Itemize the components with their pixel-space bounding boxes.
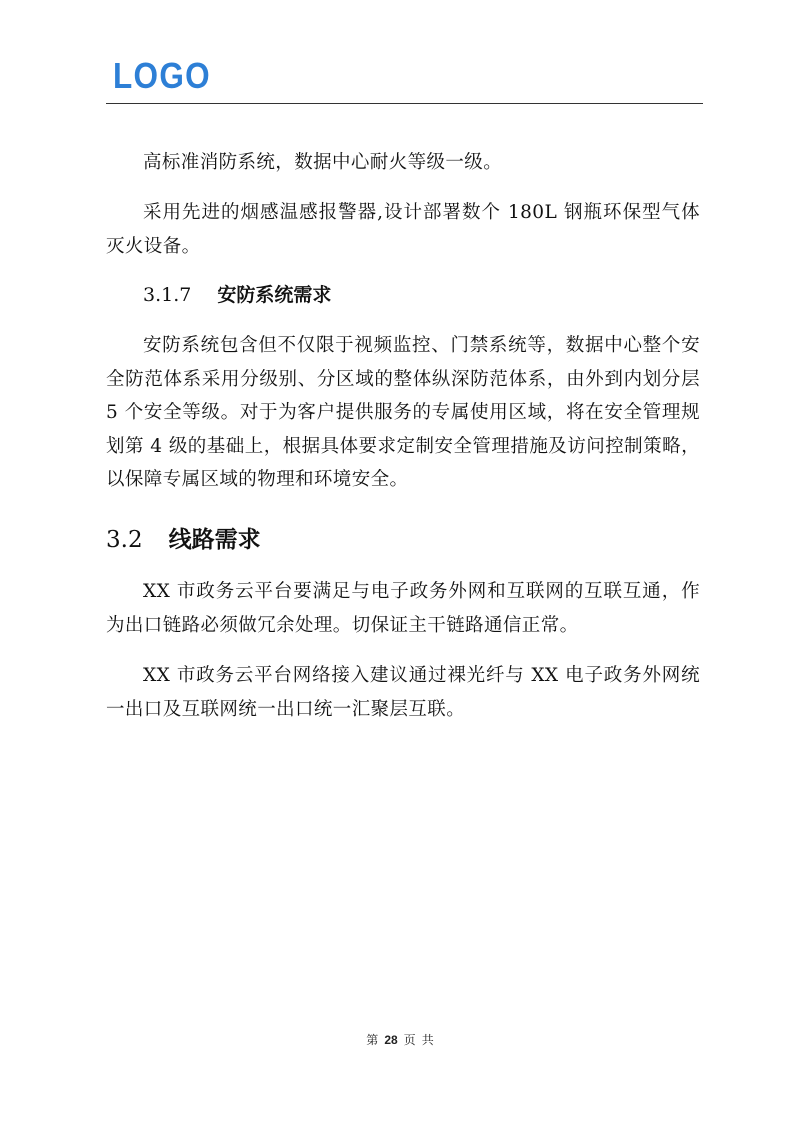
section-heading-3-2 xyxy=(106,523,261,557)
page-footer xyxy=(0,1032,800,1048)
section-title: 线路需求 xyxy=(168,526,261,553)
paragraph-line-requirements: XX 市政务云平台要满足与电子政务外网和互联网的互联互通，作为出口链路必须做冗余处理。切保证主干链路通信正常。 xyxy=(106,581,700,636)
footer-suffix: 共 xyxy=(421,1033,434,1047)
footer-prefix: 第 xyxy=(366,1033,379,1047)
section-title: 安防系统需求 xyxy=(217,284,332,306)
section-number: 3.2 xyxy=(106,527,143,553)
header-divider xyxy=(106,103,703,104)
paragraph-security-system: 安防系统包含但不仅限于视频监控、门禁系统等，数据中心整个安全防范体系采用分级别、分区域的整体纵深防范体系，由外到内划分层 5 个安全等级。对于为客户提供服务的专属使用区域，将在安全管理规划第 4 级的基础上，根据具体要求定制安全管理措施及访问控制策略，以保障专属区域的物理和环境安全。 xyxy=(106,335,700,490)
paragraph-network-access: XX 市政务云平台网络接入建议通过裸光纤与 XX 电子政务外网统一出口及互联网统一出口统一汇聚层互联。 xyxy=(106,665,700,720)
section-heading-3-1-7 xyxy=(143,280,331,310)
footer-unit: 页 xyxy=(403,1033,416,1047)
paragraph-fire-equipment: 采用先进的烟感温感报警器,设计部署数个 180L 钢瓶环保型气体灭火设备。 xyxy=(106,202,700,257)
logo-text: LOGO xyxy=(113,55,211,96)
page-header xyxy=(0,0,800,106)
logo xyxy=(113,56,213,94)
paragraph-fire-protection: 高标准消防系统，数据中心耐火等级一级。 xyxy=(143,152,503,173)
section-number: 3.1.7 xyxy=(143,284,192,306)
page-number: 28 xyxy=(384,1033,398,1047)
